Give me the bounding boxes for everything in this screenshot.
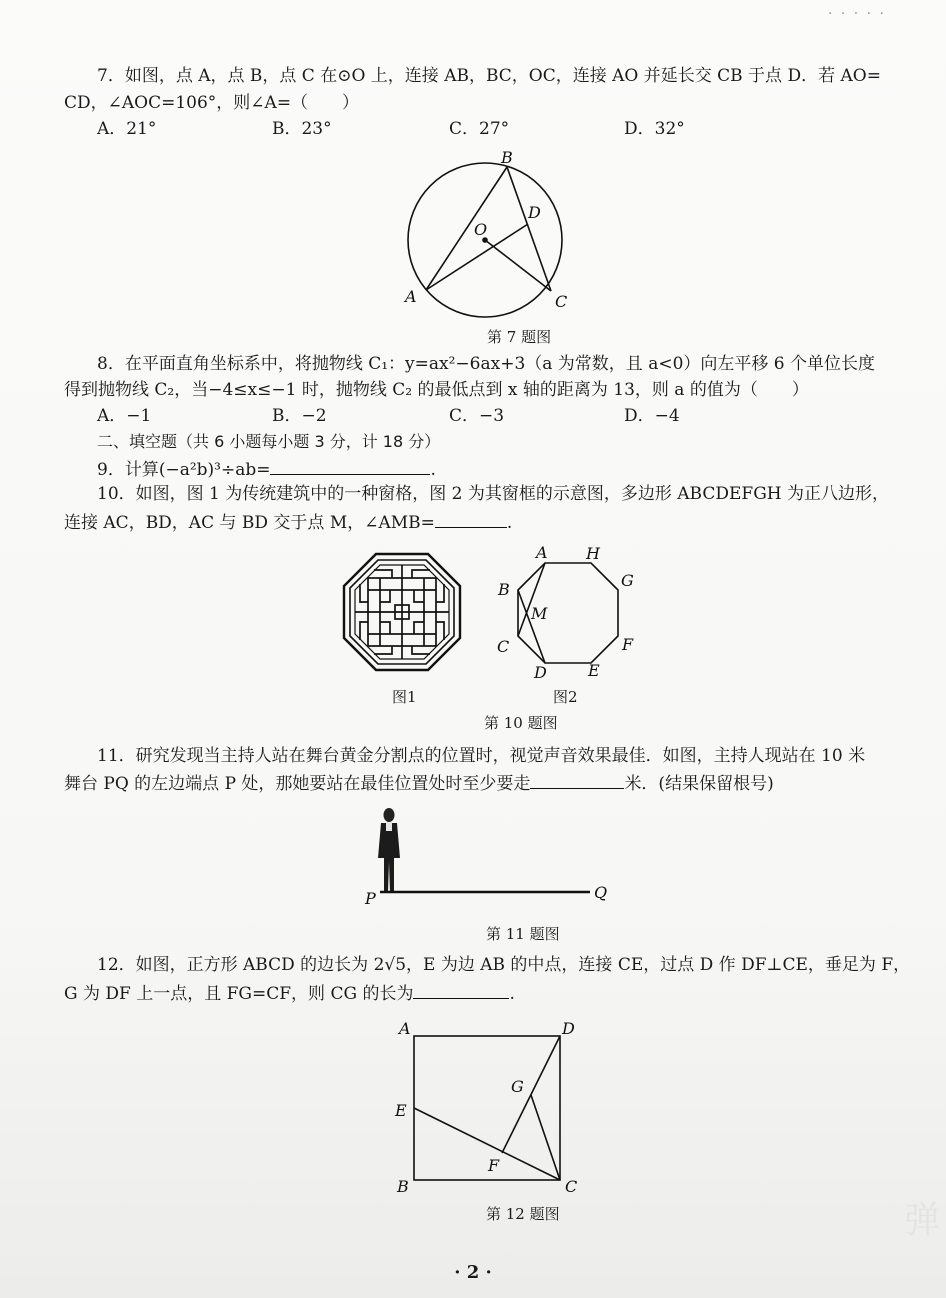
- q12-segment-ec: [414, 1108, 560, 1180]
- q8-option-a: A．−1: [97, 406, 152, 426]
- q8-line1: 8．在平面直角坐标系中，将抛物线 C₁：y=ax²−6ax+3（a 为常数，且 a<0）向左平移 6 个单位长度: [97, 354, 876, 374]
- q10-label-a: A: [536, 543, 548, 562]
- q10-caption: 第 10 题图: [484, 714, 558, 732]
- watermark-text: 弹: [903, 1200, 940, 1241]
- q11-label-p: P: [365, 889, 376, 908]
- q12-label-b: B: [397, 1177, 409, 1196]
- q10-answer-blank: [435, 509, 507, 528]
- q7-option-d: D．32°: [624, 119, 685, 139]
- q12-label-g: G: [511, 1077, 524, 1096]
- q11-line2-prefix: 舞台 PQ 的左边端点 P 处，那她要站在最佳位置处时至少要走: [64, 774, 531, 794]
- q8-option-d: D．−4: [624, 406, 680, 426]
- q7-label-b: B: [501, 148, 513, 167]
- q10-label-e: E: [588, 661, 600, 680]
- q12-label-f: F: [488, 1156, 500, 1175]
- q7-label-a: A: [405, 287, 417, 306]
- q12-line2-prefix: G 为 DF 上一点，且 FG=CF，则 CG 的长为: [64, 984, 414, 1004]
- q7-segment-oc: [485, 240, 551, 291]
- q7-option-a: A．21°: [97, 119, 157, 139]
- q8-line2: 得到抛物线 C₂，当−4≤x≤−1 时，抛物线 C₂ 的最低点到 x 轴的距离为 13，则 a 的值为（ ）: [64, 380, 809, 400]
- q8-option-b: B．−2: [272, 406, 327, 426]
- q12-label-a: A: [399, 1019, 411, 1038]
- q10-fig1-label: 图1: [392, 688, 417, 706]
- q7-label-c: C: [555, 292, 568, 311]
- page-number: · 2 ·: [454, 1262, 492, 1283]
- q12-caption: 第 12 题图: [486, 1205, 560, 1223]
- q7-segment-bc: [507, 167, 551, 291]
- q7-option-b: B．23°: [272, 119, 332, 139]
- q10-window-lattice: [340, 550, 464, 674]
- q11-line1: 11．研究发现当主持人站在舞台黄金分割点的位置时，视觉声音效果最佳．如图，主持人现站在 10 米: [97, 746, 866, 766]
- q8-option-c: C．−3: [449, 406, 505, 426]
- lattice-pattern: [355, 565, 449, 659]
- q10-fig2-label: 图2: [553, 688, 578, 706]
- q9-line: [97, 456, 436, 482]
- q11-caption: 第 11 题图: [486, 925, 560, 943]
- q10-label-b: B: [498, 580, 510, 599]
- q11-line2: [64, 770, 774, 796]
- q10-label-f: F: [622, 635, 634, 654]
- q7-option-c: C．27°: [449, 119, 510, 139]
- q7-label-o: O: [474, 220, 488, 239]
- q10-label-d: D: [534, 663, 547, 682]
- q9-suffix: .: [430, 460, 436, 480]
- q12-line1: 12．如图，正方形 ABCD 的边长为 2√5，E 为边 AB 的中点，连接 CE，过点 D 作 DF⊥CE，垂足为 F，: [97, 955, 911, 975]
- q10-label-g: G: [621, 571, 634, 590]
- q12-square: [414, 1036, 560, 1180]
- q11-line2-suffix: 米．(结果保留根号): [624, 774, 774, 794]
- q7-caption: 第 7 题图: [487, 328, 552, 346]
- q12-answer-blank: [413, 980, 509, 999]
- q7-figure: [390, 146, 580, 326]
- q10-suffix: .: [506, 513, 513, 533]
- q7-line2: CD，∠AOC=106°，则∠A=（ ）: [64, 93, 360, 113]
- q10-line1: 10．如图，图 1 为传统建筑中的一种窗格，图 2 为其窗框的示意图，多边形 ABCDEFGH 为正八边形，: [97, 484, 890, 504]
- header-text: · · · · ·: [827, 6, 886, 22]
- q11-label-q: Q: [594, 883, 608, 902]
- q12-label-c: C: [565, 1177, 578, 1196]
- q12-label-d: D: [562, 1019, 575, 1038]
- q10-label-h: H: [586, 544, 600, 563]
- host-person-icon: [378, 808, 400, 892]
- q11-answer-blank: [530, 770, 624, 789]
- q11-stage-figure: [360, 800, 620, 910]
- q10-label-c: C: [497, 637, 510, 656]
- q12-line2-suffix: .: [509, 984, 515, 1004]
- section-2-heading: 二、填空题（共 6 小题每小题 3 分，计 18 分）: [97, 432, 441, 451]
- q12-label-e: E: [395, 1101, 407, 1120]
- q7-label-d: D: [528, 203, 541, 222]
- q12-line2: [64, 980, 515, 1006]
- q7-segment-ab: [426, 167, 507, 290]
- q10-line2: [64, 509, 512, 535]
- q10-line2-text: 连接 AC，BD，AC 与 BD 交于点 M，∠AMB=: [64, 513, 435, 533]
- q9-prefix: 9．计算(−a²b)³÷ab=: [97, 460, 271, 480]
- q10-octagon-figure: [490, 540, 640, 685]
- q10-label-m: M: [531, 604, 548, 623]
- q12-square-figure: [390, 1015, 585, 1200]
- q7-line1: 7．如图，点 A，点 B，点 C 在⊙O 上，连接 AB，BC，OC，连接 AO 并延长交 CB 于点 D．若 AO=: [97, 66, 881, 86]
- q9-answer-blank: [270, 456, 430, 475]
